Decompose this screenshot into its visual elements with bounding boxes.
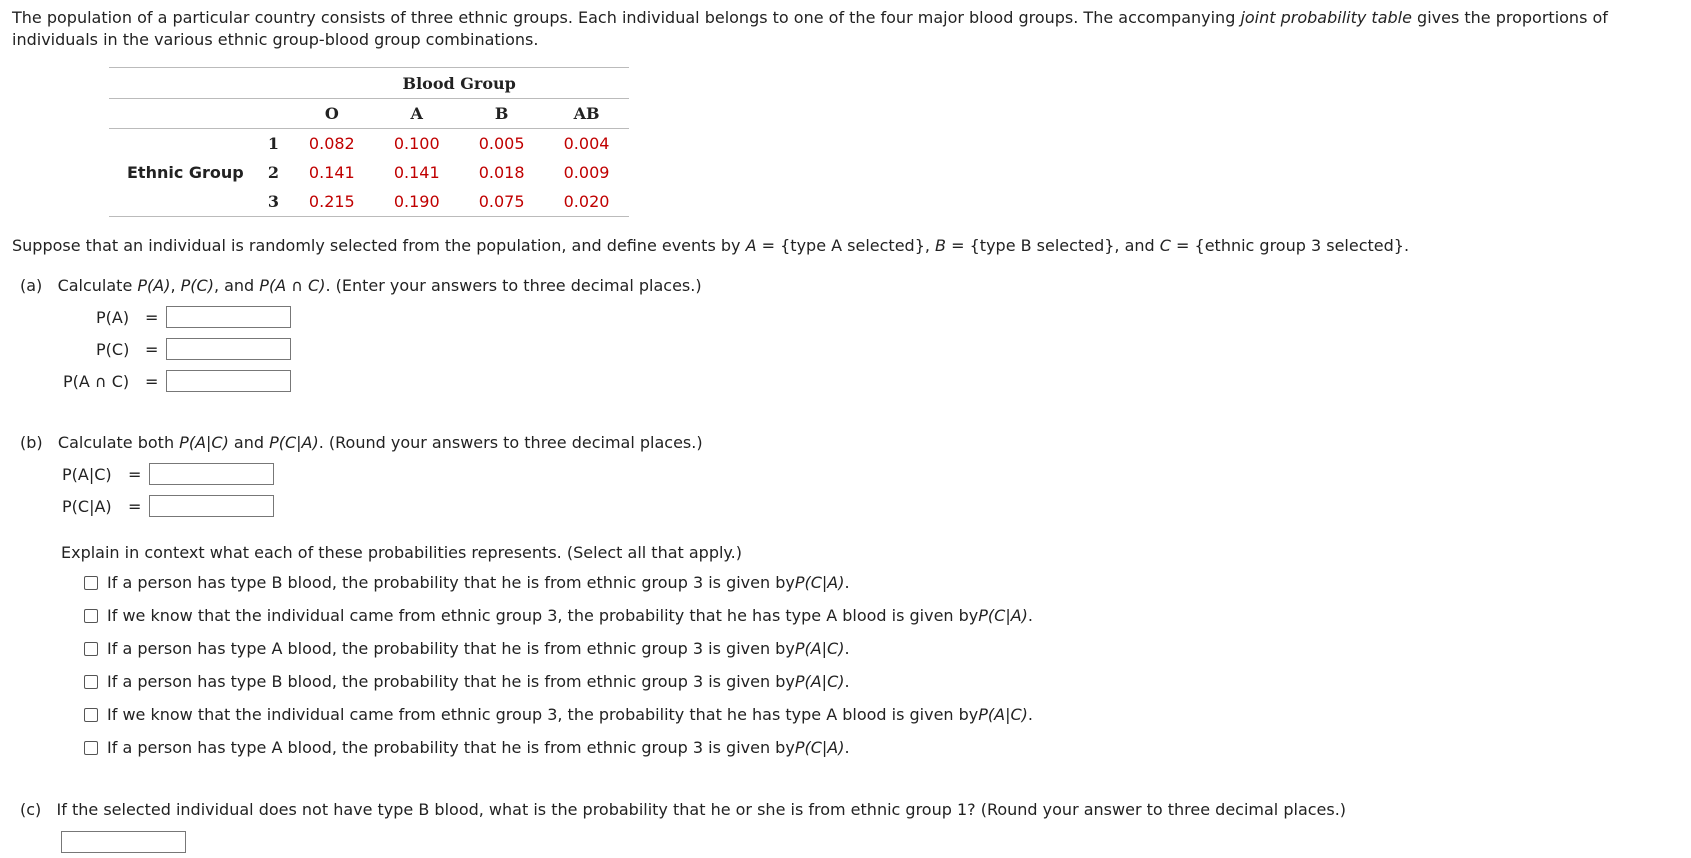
option-text: If we know that the individual came from ethnic group 3, the probability that he has type A blood is given by bbox=[107, 705, 979, 724]
checkbox[interactable] bbox=[84, 675, 98, 689]
option-1[interactable] bbox=[84, 572, 850, 594]
option-text: If a person has type B blood, the probability that he is from ethnic group 3 is given by bbox=[107, 672, 795, 691]
part-b-prompt bbox=[20, 432, 703, 454]
row-label-2: 2 bbox=[267, 163, 280, 182]
pa-answer-input[interactable] bbox=[166, 306, 291, 328]
col-header-b: B bbox=[459, 99, 544, 129]
pc-answer-input[interactable] bbox=[166, 338, 291, 360]
event-a-symbol: A bbox=[745, 236, 757, 255]
table-cell: 0.141 bbox=[393, 163, 440, 182]
event-text: = {ethnic group 3 selected}. bbox=[1170, 236, 1410, 255]
option-3[interactable] bbox=[84, 638, 850, 660]
equals-sign: = bbox=[128, 465, 142, 484]
table-cell: 0.215 bbox=[289, 187, 374, 217]
option-end: . bbox=[844, 738, 850, 757]
pc-label: P(C) bbox=[96, 340, 130, 359]
event-b-symbol: B bbox=[935, 236, 947, 255]
intro-text-2: gives the proportions of individuals in the various ethnic group-blood group combinations. bbox=[12, 8, 1608, 49]
p-c-given-a-answer-input[interactable] bbox=[149, 495, 274, 517]
prompt-text: and bbox=[228, 433, 270, 452]
p-a-given-c-answer-input[interactable] bbox=[149, 463, 274, 485]
event-c-symbol: C bbox=[1159, 236, 1171, 255]
prompt-text: . (Round your answers to three decimal places.) bbox=[318, 433, 703, 452]
ethnic-group-label: Ethnic Group bbox=[127, 163, 244, 182]
option-prob: P(A|C) bbox=[794, 639, 845, 658]
pac-answer-input[interactable] bbox=[166, 370, 291, 392]
prompt-text: Calculate bbox=[57, 276, 138, 295]
table-cell: 0.009 bbox=[563, 163, 610, 182]
option-end: . bbox=[844, 639, 850, 658]
equals-sign: = bbox=[145, 308, 159, 327]
option-text: If a person has type A blood, the probability that he is from ethnic group 3 is given by bbox=[107, 738, 795, 757]
table-cell: 0.082 bbox=[289, 129, 374, 159]
prob-pc: P(C) bbox=[180, 276, 214, 295]
equals-sign: = bbox=[145, 372, 159, 391]
prompt-text: If the selected individual does not have type B blood, what is the probability that he or she is from ethnic group 1? (Round your answer to three decimal places.) bbox=[56, 800, 1347, 819]
table-cell: 0.018 bbox=[478, 163, 525, 182]
equals-sign: = bbox=[145, 340, 159, 359]
event-text: = {type A selected}, bbox=[756, 236, 936, 255]
option-4[interactable] bbox=[84, 671, 850, 693]
checkbox[interactable] bbox=[84, 609, 98, 623]
option-5[interactable] bbox=[84, 704, 1033, 726]
checkbox[interactable] bbox=[84, 642, 98, 656]
part-a-tag: (a) bbox=[20, 276, 43, 295]
prob-pa: P(A) bbox=[137, 276, 171, 295]
option-end: . bbox=[1027, 606, 1034, 625]
option-end: . bbox=[844, 573, 850, 592]
table-cell: 0.020 bbox=[544, 187, 629, 217]
col-header-ab: AB bbox=[544, 99, 629, 129]
option-end: . bbox=[1027, 705, 1034, 724]
prompt-text: , bbox=[170, 276, 181, 295]
part-c-answer-input[interactable] bbox=[61, 831, 186, 853]
table-cell: 0.075 bbox=[459, 187, 544, 217]
col-header-a: A bbox=[374, 99, 459, 129]
blood-group-title: Blood Group bbox=[289, 68, 629, 99]
row-label-3: 3 bbox=[258, 187, 290, 217]
part-a-prompt bbox=[20, 275, 702, 297]
table-cell: 0.100 bbox=[374, 129, 459, 159]
intro-emphasis: joint probability table bbox=[1240, 8, 1412, 27]
p-c-given-a-label: P(C|A) bbox=[62, 497, 112, 516]
part-c-prompt bbox=[20, 799, 1346, 821]
equals-sign: = bbox=[128, 497, 142, 516]
table-cell: 0.004 bbox=[544, 129, 629, 159]
event-text: Suppose that an individual is randomly selected from the population, and define events by bbox=[12, 236, 746, 255]
prob-p-a-given-c: P(A|C) bbox=[179, 433, 229, 452]
option-prob: P(A|C) bbox=[978, 705, 1028, 724]
part-b-tag: (b) bbox=[20, 433, 43, 452]
event-text: = {type B selected}, and bbox=[946, 236, 1160, 255]
option-prob: P(C|A) bbox=[794, 573, 845, 592]
problem-intro bbox=[12, 7, 1672, 51]
table-cell: 0.141 bbox=[308, 163, 355, 182]
table-cell: 0.190 bbox=[374, 187, 459, 217]
row-label-1: 1 bbox=[258, 129, 290, 159]
pac-label: P(A ∩ C) bbox=[63, 372, 130, 391]
part-c-tag: (c) bbox=[20, 800, 42, 819]
col-header-o: O bbox=[289, 99, 374, 129]
option-prob: P(C|A) bbox=[794, 738, 845, 757]
prob-p-c-given-a: P(C|A) bbox=[269, 433, 319, 452]
p-a-given-c-label: P(A|C) bbox=[62, 465, 112, 484]
prompt-text: . (Enter your answers to three decimal places.) bbox=[325, 276, 702, 295]
option-text: If we know that the individual came from ethnic group 3, the probability that he has type A blood is given by bbox=[107, 606, 979, 625]
option-prob: P(C|A) bbox=[978, 606, 1028, 625]
table-cell: 0.005 bbox=[459, 129, 544, 159]
event-definitions bbox=[12, 235, 1409, 257]
option-6[interactable] bbox=[84, 737, 850, 759]
option-text: If a person has type B blood, the probability that he is from ethnic group 3 is given by bbox=[107, 573, 795, 592]
intro-text-1: The population of a particular country consists of three ethnic groups. Each individual belongs to one of the four major blood groups. The accompanying bbox=[12, 8, 1241, 27]
prob-pac: P(A ∩ C) bbox=[259, 276, 326, 295]
pa-label: P(A) bbox=[96, 308, 130, 327]
checkbox[interactable] bbox=[84, 741, 98, 755]
option-2[interactable] bbox=[84, 605, 1033, 627]
joint-probability-table bbox=[109, 67, 629, 217]
option-prob: P(A|C) bbox=[794, 672, 845, 691]
option-end: . bbox=[844, 672, 850, 691]
checkbox[interactable] bbox=[84, 708, 98, 722]
option-text: If a person has type A blood, the probability that he is from ethnic group 3 is given by bbox=[107, 639, 795, 658]
prompt-text: Calculate both bbox=[57, 433, 180, 452]
explain-prompt: Explain in context what each of these probabilities represents. (Select all that apply.) bbox=[61, 543, 742, 562]
prompt-text: , and bbox=[213, 276, 260, 295]
checkbox[interactable] bbox=[84, 576, 98, 590]
